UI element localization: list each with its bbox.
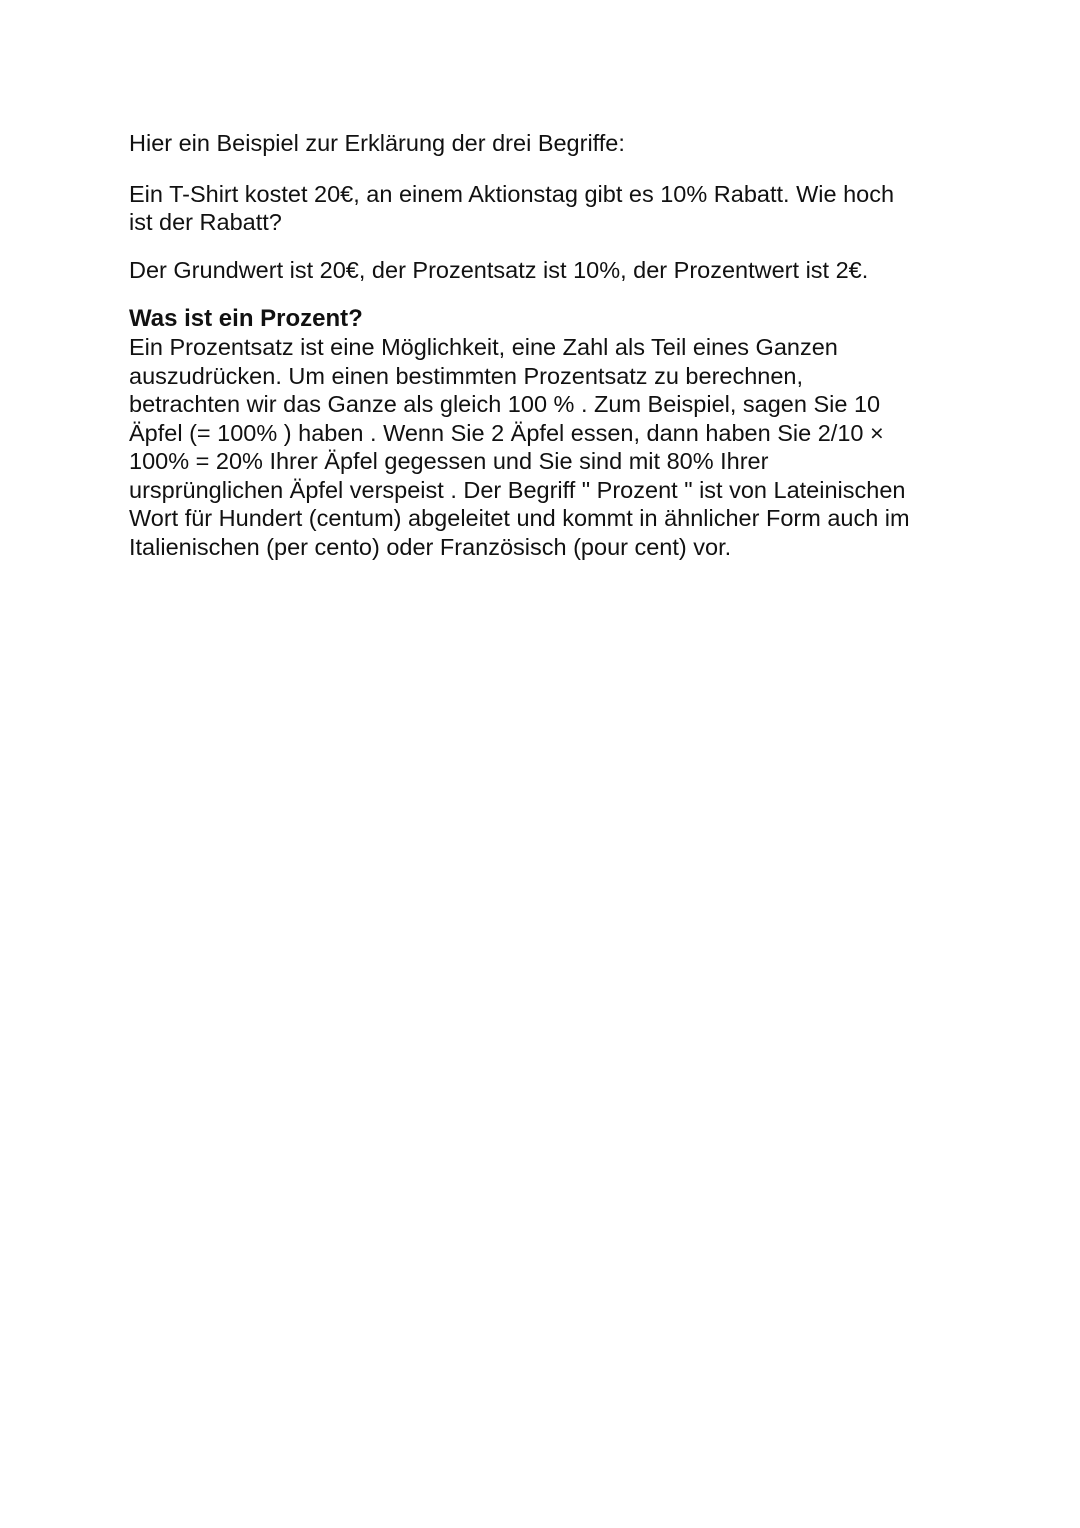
example-block	[129, 180, 959, 237]
paragraph-line: Ein Prozentsatz ist eine Möglichkeit, eine Zahl als Teil eines Ganzen	[129, 334, 838, 360]
example-line: ist der Rabatt?	[129, 209, 282, 235]
paragraph-line: ursprünglichen Äpfel verspeist . Der Begriff " Prozent " ist von Lateinischen	[129, 476, 906, 503]
paragraph-line: Äpfel (= 100% ) haben . Wenn Sie 2 Äpfel essen, dann haben Sie 2/10 ×	[129, 419, 884, 446]
paragraph-line: 100% = 20% Ihrer Äpfel gegessen und Sie sind mit 80% Ihrer	[129, 448, 769, 474]
paragraph-line: Italienischen (per cento) oder Französisch (pour cent) vor.	[129, 533, 732, 560]
section-heading: Was ist ein Prozent?	[129, 305, 363, 332]
intro-text: Hier ein Beispiel zur Erklärung der drei Begriffe:	[129, 130, 625, 156]
example-line: Ein T-Shirt kostet 20€, an einem Aktionstag gibt es 10% Rabatt. Wie hoch	[129, 180, 895, 207]
paragraph-line: betrachten wir das Ganze als gleich 100 % . Zum Beispiel, sagen Sie 10	[129, 391, 881, 417]
paragraph-line: auszudrücken. Um einen bestimmten Prozentsatz zu berechnen,	[129, 362, 804, 389]
definition-paragraph	[129, 333, 959, 561]
document-content	[129, 127, 959, 561]
values-text: Der Grundwert ist 20€, der Prozentsatz ist 10%, der Prozentwert ist 2€.	[129, 256, 869, 283]
paragraph-line: Wort für Hundert (centum) abgeleitet und kommt in ähnlicher Form auch im	[129, 505, 910, 531]
